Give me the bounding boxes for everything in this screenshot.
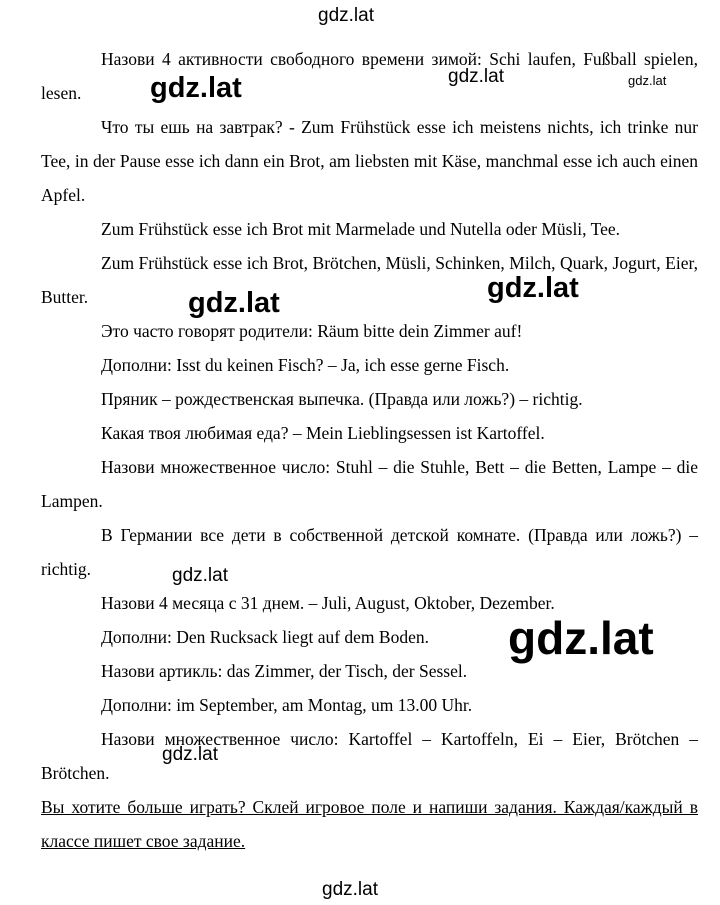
watermark: gdz.lat — [322, 879, 378, 900]
paragraph-rucksack: Дополни: Den Rucksack liegt auf dem Boden. — [101, 627, 429, 647]
watermark: gdz.lat — [508, 612, 654, 664]
watermark: gdz.lat — [448, 66, 504, 87]
paragraph-plural-1: Назови множественное число: Stuhl – die Stuhle, Bett – die Betten, Lampe – die Lampen. — [41, 457, 698, 511]
paragraph-articles: Назови артикль: das Zimmer, der Tisch, der Sessel. — [101, 661, 468, 681]
watermark: gdz.lat — [162, 744, 218, 765]
paragraph-own-room: В Германии все дети в собственной детской комнате. (Правда или ложь?) – richtig. — [41, 525, 698, 579]
paragraph-fish: Дополни: Isst du keinen Fisch? – Ja, ich esse gerne Fisch. — [101, 355, 510, 375]
paragraph-winter-activities: Назови 4 активности свободного времени зимой: Schi laufen, Fußball spielen, lesen. — [41, 49, 698, 103]
watermark: gdz.lat — [172, 565, 228, 586]
footer-instruction: Вы хотите больше играть? Склей игровое поле и напиши задания. Каждая/каждый в классе пишет свое задание. — [41, 797, 698, 851]
paragraph-months: Назови 4 месяца с 31 днем. – Juli, August, Oktober, Dezember. — [101, 593, 555, 613]
document-body — [41, 42, 698, 858]
paragraph-breakfast-answer-1: Zum Frühstück esse ich Brot mit Marmelade und Nutella oder Müsli, Tee. — [101, 219, 620, 239]
paragraph-favorite-food: Какая твоя любимая еда? – Mein Lieblingsessen ist Kartoffel. — [101, 423, 545, 443]
paragraph-breakfast-answer-2: Zum Frühstück esse ich Brot, Brötchen, Müsli, Schinken, Milch, Quark, Jogurt, Eier, Butter. — [41, 253, 698, 307]
paragraph-prepositions: Дополни: im September, am Montag, um 13.00 Uhr. — [101, 695, 473, 715]
paragraph-parents-say: Это часто говорят родители: Räum bitte dein Zimmer auf! — [101, 321, 523, 341]
watermark: gdz.lat — [628, 73, 667, 88]
paragraph-breakfast-question: Что ты ешь на завтрак? - Zum Frühstück esse ich meistens nichts, ich trinke nur Tee, in der Pause esse ich dann ein Brot, am liebsten mit Käse, manchmal esse ich auch einen Apfel. — [41, 117, 698, 205]
paragraph-plural-2: Назови множественное число: Kartoffel – Kartoffeln, Ei – Eier, Brötchen – Brötchen. — [41, 729, 698, 783]
watermark: gdz.lat — [188, 287, 280, 319]
paragraph-gingerbread: Пряник – рождественская выпечка. (Правда или ложь?) – richtig. — [101, 389, 583, 409]
watermark: gdz.lat — [150, 72, 242, 104]
watermark: gdz.lat — [318, 5, 374, 26]
watermark: gdz.lat — [487, 272, 579, 304]
